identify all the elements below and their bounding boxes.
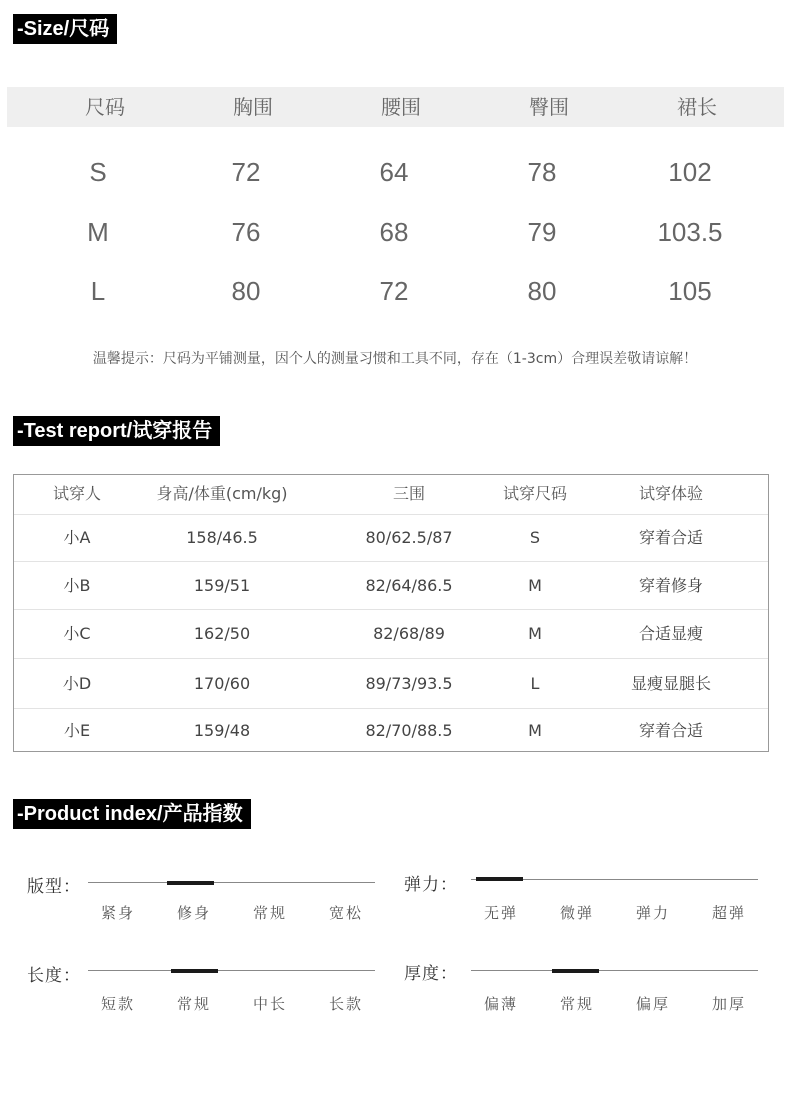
index-option: 常规: [252, 904, 287, 922]
report-section-tag: -Test report/试穿报告: [13, 416, 220, 446]
report-cell: 170/60: [193, 674, 251, 693]
report-row: [14, 658, 768, 707]
report-cell: 合适显瘦: [638, 624, 703, 643]
report-header-cell: 试穿尺码: [502, 484, 567, 503]
size-cell: 80: [231, 276, 261, 306]
report-cell: L: [530, 674, 540, 693]
report-cell: 小C: [63, 624, 91, 643]
index-section-tag: -Product index/产品指数: [13, 799, 251, 829]
size-cell: L: [90, 276, 106, 306]
index-option: 中长: [252, 995, 287, 1013]
size-cell: 72: [379, 276, 409, 306]
index-label-stretch: 弹力：: [404, 875, 458, 895]
index-label-length: 长度：: [27, 966, 81, 986]
size-table-row: [0, 157, 790, 207]
size-cell: 102: [668, 157, 712, 187]
report-cell: 小B: [63, 576, 91, 595]
index-option: 紧身: [100, 904, 135, 922]
size-table-row: [0, 276, 790, 326]
index-option: 加厚: [711, 995, 746, 1013]
size-cell: 105: [668, 276, 712, 306]
index-option: 超弹: [711, 904, 746, 922]
report-cell: 穿着修身: [638, 576, 703, 595]
report-cell: 小D: [62, 674, 92, 693]
report-cell: 162/50: [193, 624, 251, 643]
size-header-cell: 腰围: [381, 95, 421, 119]
report-cell: 159/48: [193, 721, 251, 740]
index-marker-thickness: [552, 969, 599, 973]
size-section-tag: -Size/尺码: [13, 14, 117, 44]
report-cell: M: [528, 624, 542, 643]
index-option: 宽松: [328, 904, 363, 922]
report-header-row: [14, 475, 768, 514]
report-cell: 82/64/86.5: [365, 576, 453, 595]
index-option: 弹力: [635, 904, 670, 922]
size-cell: 80: [527, 276, 557, 306]
report-cell: 158/46.5: [186, 528, 258, 547]
report-cell: M: [528, 721, 542, 740]
index-option: 常规: [559, 995, 594, 1013]
report-cell: 小E: [63, 721, 91, 740]
size-cell: 78: [527, 157, 557, 187]
index-scale-thickness: [471, 970, 758, 971]
size-header-cell: 尺码: [85, 95, 125, 119]
report-header-cell: 试穿人: [52, 484, 101, 503]
index-marker-fit: [167, 881, 214, 885]
index-option: 偏厚: [635, 995, 670, 1013]
report-cell: M: [528, 576, 542, 595]
report-cell: 82/70/88.5: [365, 721, 453, 740]
size-cell: 103.5: [657, 217, 723, 247]
report-cell: 82/68/89: [373, 624, 445, 643]
index-scale-length: [88, 970, 375, 971]
report-cell: 穿着合适: [638, 721, 703, 740]
report-cell: S: [529, 528, 541, 547]
size-header-cell: 臀围: [529, 95, 569, 119]
index-option: 微弹: [559, 904, 594, 922]
report-header-cell: 三围: [392, 484, 425, 503]
index-marker-length: [171, 969, 218, 973]
index-option: 偏薄: [483, 995, 518, 1013]
report-cell: 小A: [63, 528, 91, 547]
report-row: [14, 609, 768, 658]
size-cell: 79: [527, 217, 557, 247]
size-cell: 68: [379, 217, 409, 247]
size-header-cell: 胸围: [233, 95, 273, 119]
index-option: 无弹: [483, 904, 518, 922]
report-cell: 89/73/93.5: [365, 674, 453, 693]
index-label-fit: 版型：: [27, 877, 81, 897]
size-note: 温馨提示：尺码为平铺测量，因个人的测量习惯和工具不同，存在（1-3cm）合理误差敬请谅解！: [92, 351, 698, 367]
report-row: [14, 514, 768, 563]
size-cell: 76: [231, 217, 261, 247]
report-header-cell: 试穿体验: [638, 484, 703, 503]
size-cell: 72: [231, 157, 261, 187]
report-header-cell: 身高/体重(cm/kg): [156, 484, 288, 503]
size-table-header: [7, 87, 784, 127]
report-row: [14, 561, 768, 610]
report-cell: 159/51: [193, 576, 251, 595]
report-row: [14, 708, 768, 752]
size-table-row: [0, 217, 790, 267]
index-option: 长款: [328, 995, 363, 1013]
index-option: 修身: [176, 904, 211, 922]
index-option: 常规: [176, 995, 211, 1013]
index-scale-fit: [88, 882, 375, 883]
size-cell: M: [87, 217, 109, 247]
test-report-table: [13, 474, 769, 752]
report-cell: 80/62.5/87: [365, 528, 453, 547]
size-cell: S: [89, 157, 107, 187]
index-option: 短款: [100, 995, 135, 1013]
index-marker-stretch: [476, 877, 523, 881]
size-cell: 64: [379, 157, 409, 187]
report-cell: 穿着合适: [638, 528, 703, 547]
size-header-cell: 裙长: [677, 95, 717, 119]
index-label-thickness: 厚度：: [404, 964, 458, 984]
report-cell: 显瘦显腿长: [630, 674, 711, 693]
